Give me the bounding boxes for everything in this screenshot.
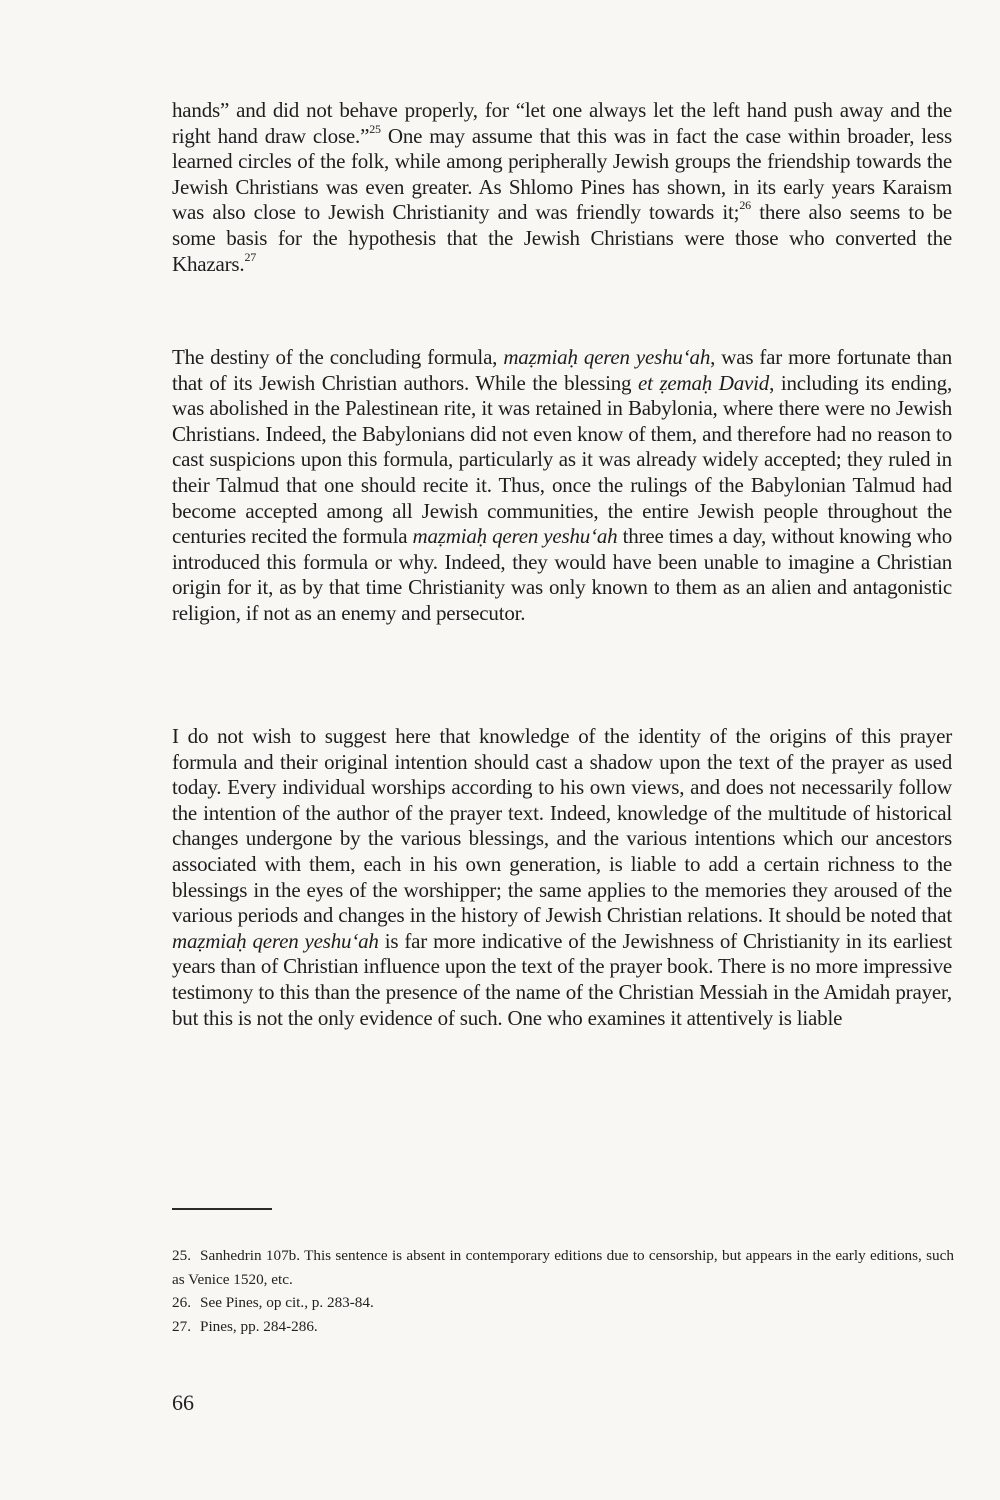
italic-term: maẓmiaḥ qeren yeshuʻah	[412, 524, 618, 549]
footnote-number: 27.	[172, 1317, 191, 1335]
body-paragraph-2	[172, 345, 952, 627]
footnote-separator-rule	[172, 1208, 272, 1210]
footnote-number: 25.	[172, 1247, 191, 1264]
footnote-number: 26.	[172, 1294, 191, 1311]
footnote-ref-25[interactable]: 25	[369, 121, 381, 136]
italic-term: maẓmiaḥ qeren yeshuʻah	[503, 345, 711, 369]
footnote-text: Sanhedrin 107b. This sentence is absent in contemporary editions due to censorship, but appears in the early editions, such as Venice 1520, etc.	[172, 1247, 954, 1288]
text-segment: there also seems to be some basis for the hypothesis that the Jewish Christians were those who converted the Khazars.	[172, 200, 952, 276]
page-number: 66	[172, 1390, 194, 1415]
paragraph-text	[172, 345, 952, 627]
footnote-text: See Pines, op cit., p. 283-84.	[200, 1294, 374, 1311]
text-segment: The destiny of the concluding formula,	[172, 345, 504, 369]
body-paragraph-1	[172, 98, 952, 277]
text-segment: hands” and did not behave properly, for “let one always let the left hand push away and the right hand draw close.”	[172, 98, 952, 148]
footnotes-section	[172, 1244, 954, 1338]
text-segment: One may assume that this was in fact the case within broader, less learned circles of the folk, while among peripherally Jewish groups the friendship towards the Jewish Christians was even greater. As Shlomo Pines has shown, in its early years Karaism was also close to Jewish Christianity and was friendly towards it;	[172, 123, 952, 225]
footnote-ref-27[interactable]: 27	[244, 249, 257, 264]
paragraph-text	[172, 724, 952, 1031]
text-segment: I do not wish to suggest here that knowledge of the identity of the origins of this prayer formula and their original intention should cast a shadow upon the text of the prayer as used today. Every individual worships according to his own views, and does not necessarily follow the intention of the author of the prayer text. Indeed, knowledge of the multitude of historical changes undergone by the various blessings, and the various intentions which our ancestors associated with them, each in his own generation, is liable to add a certain richness to the blessings in the eyes of the worshipper; the same applies to the memories they aroused of the various periods and changes in the history of Jewish Christian relations. It should be noted that	[172, 724, 952, 928]
body-paragraph-3	[172, 724, 952, 1031]
footnote-25	[172, 1244, 954, 1291]
text-segment: is far more indicative of the Jewishness of Christianity in its earliest years than of Christian influence upon the text of the prayer book. There is no more impressive testimony to this than the presence of the name of the Christian Messiah in the Amidah prayer, but this is not the only evidence of such. One who examines it attentively is liable	[172, 928, 953, 1030]
text-segment: , including its ending, was abolished in the Palestinean rite, it was retained in Babylonia, where there were no Jewish Christians. Indeed, the Babylonians did not even know of them, and therefore had no reason to cast suspicions upon this formula, particularly as it was already widely accepted; they ruled in their Talmud that one should recite it. Thus, once the rulings of the Babylonian Talmud had become accepted among all Jewish communities, the entire Jewish people throughout the centuries recited the formula	[172, 370, 952, 549]
italic-term: maẓmiaḥ qeren yeshuʻah	[172, 928, 379, 953]
text-segment: , was far more fortunate than that of its Jewish Christian authors. While the blessing	[172, 345, 952, 395]
footnote-27	[172, 1315, 954, 1339]
footnote-26	[172, 1291, 954, 1315]
footnote-text: Pines, pp. 284-286.	[200, 1317, 318, 1335]
italic-term: et ẓemaḥ David	[638, 370, 770, 395]
paragraph-text	[172, 98, 952, 277]
text-segment: three times a day, without knowing who introduced this formula or why. Indeed, they would have been unable to imagine a Christian origin for it, as by that time Christianity was only known to them as an alien and antagonistic religion, if not as an enemy and persecutor.	[172, 524, 953, 625]
footnote-ref-26[interactable]: 26	[739, 198, 751, 213]
